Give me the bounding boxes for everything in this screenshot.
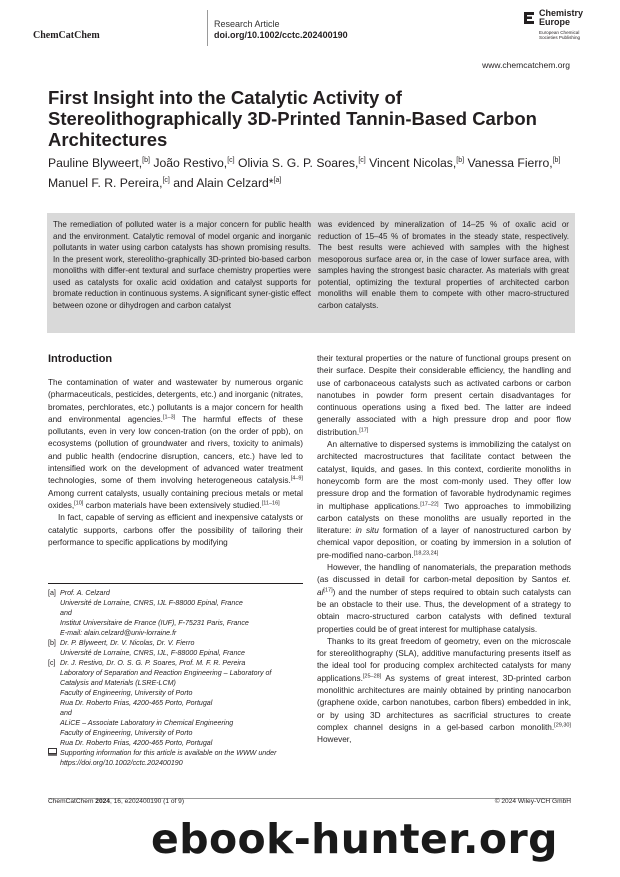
citation[interactable]: [17–22] — [420, 500, 439, 507]
supporting-info-link[interactable]: https://doi.org/10.1002/cctc.202400190 — [60, 759, 183, 767]
author: Olivia S. G. P. Soares,[c] — [237, 156, 366, 171]
author: João Restivo,[c] — [153, 156, 235, 171]
author: and Alain Celzard*[a] — [173, 176, 282, 191]
citation[interactable]: [29,30] — [554, 722, 571, 729]
paragraph: Thanks to its great freedom of geometry, even on the microscale for stereolithography (SLA), additive manufacturing presents itself as the ideal tool for producing complex architected catalysts for many applications.[25–28] As systems of great interest, 3D-printed carbon monolithic architectures are mainly obtained by printing nanocarbon (graphene oxide, carbon nanotubes, carbon fibers) embedded in ink, or by using 3D architectures as sacrificial structures to create complex channel designs in a gel-based carbon monolith.[29,30] However, — [317, 636, 571, 745]
paragraph: The contamination of water and wastewater by numerous organic (pharmaceuticals, pesticides, detergents, etc.) and inorganic (nitrates, bromates, perchlorates, etc.) pollutants is a major concern for health and environmental agencies.[1–3] The harmful effects of these pollutants, even in very low concen-tration (on the order of ppb), on ecosystems (pollution of groundwater and rivers, toxicity to animals) and public health (endocrine disruption, cancers, etc.) have led to intensified work on the development of advanced water treatment technologies, some of them involving heterogeneous catalysis.[4–9] Among current catalysts, usually containing precious metals or metal oxides,[10] carbon materials have been extensively studied.[11–16] — [48, 378, 303, 510]
computer-icon — [48, 748, 60, 768]
author: Vanessa Fierro,[b] — [467, 156, 561, 171]
citation[interactable]: [4–9] — [290, 475, 303, 482]
author: Manuel F. R. Pereira,[c] — [48, 176, 170, 191]
affiliation-b: [b] Dr. P. Blyweert, Dr. V. Nicolas, Dr. V. Fierro Université de Lorraine, CNRS, IJL, F-88000 Epinal, France — [48, 639, 245, 657]
chemistry-europe-logo-icon — [524, 12, 534, 24]
logo-line-4: Societies Publishing — [539, 35, 581, 40]
watermark: ebook-hunter.org — [151, 815, 558, 863]
doi-link[interactable]: doi.org/10.1002/cctc.202400190 — [214, 30, 348, 40]
paragraph: their textural properties or the nature of functional groups present on their surface. Despite their considerable efficiency, the handling and use of carbonaceous catalysts such as activated carbons or carbon nanotubes in powder form present certain disadvantages for continuous operations using a fixed bed. The latter are indeed generally associated with a high pressure drop and poor flow distribution.[17] — [317, 354, 571, 437]
corresponding-email-link[interactable]: E-mail: alain.celzard@univ-lorraine.fr — [60, 629, 177, 637]
journal-name: ChemCatChem — [33, 30, 100, 41]
abstract-right-column: was evidenced by mineralization of 14–25 % of oxalic acid or reduction of 15–45 % of bromates in the steady state, respectively. The best results were achieved with samples with the highest mesoporous surface area or, in the case of lower surface area, with samples having the strongest basic character. As materials with great potential, optimizing the textural properties of architected carbon monoliths will enable them to compete with other macro-structured carbon catalysts. — [318, 220, 569, 310]
abstract-box — [47, 213, 575, 333]
footer-copyright: © 2024 Wiley-VCH GmbH — [494, 798, 571, 805]
body-right-column — [317, 353, 571, 747]
paragraph: In fact, capable of serving as efficient and inexpensive catalysts or catalytic supports, carbons offer the possibility of tailoring their performance to specific applications by modifying — [48, 513, 303, 547]
supporting-information: Supporting information for this article is available on the WWW under https://doi.org/10.1002/cctc.202400190 — [48, 748, 308, 768]
author: Pauline Blyweert,[b] — [48, 156, 150, 171]
citation[interactable]: [25–28] — [362, 672, 382, 679]
body-left-column — [48, 377, 303, 549]
journal-website-link[interactable]: www.chemcatchem.org — [482, 60, 570, 70]
author: Vincent Nicolas,[b] — [369, 156, 465, 171]
affiliation-divider — [48, 583, 303, 584]
footer-citation: ChemCatChem 2024, 16, e202400190 (1 of 9) — [48, 798, 185, 805]
citation[interactable]: [17] — [359, 427, 369, 434]
logo-line-1: Chemistry — [539, 8, 584, 18]
article-type: Research Article — [214, 19, 280, 29]
logo-line-3: European Chemical — [539, 30, 580, 35]
paragraph: However, the handling of nanomaterials, the preparation methods (as discussed in detail for carbon-metal deposition by Santos et. al[17]) and the number of steps required to obtain such catalysts can be an obstacle to their use. Thus, the development of a strategy to obtain macro-structured carbon catalysts with defined textural properties could be of great interest for multiphase catalysis. — [317, 563, 571, 634]
abstract-left-column: The remediation of polluted water is a major concern for public health and the environment. Catalytic removal of model organic and inorganic pollutants in water using carbon catalysts has shown promising results. In the present work, stereolitho-graphically 3D-printed bio-based carbon monoliths with differ-ent textural and surface chemistry properties were used as catalysts for oxalic acid oxidation and catalyst supports for bromate reduction in continuous systems. A significant syner-gistic effect between ozone or dihydrogen and carbon catalyst — [53, 220, 311, 310]
paragraph: An alternative to dispersed systems is immobilizing the catalyst on architected macrostructures that facilitate contact between the catalyst, liquids, and gases. In this context, cordierite monoliths in honeycomb form are the most com-monly used. They offer low pressure drop and the formation of favorable hydrodynamic regimes in multiphase applications.[17–22] Two approaches to immobilizing carbon catalysts on these monoliths are usually reported in the literature: in situ formation of a layer of nanostructured carbon by chemical vapor deposition, or coating by immersion in a solution of pre-modified nano-carbon.[18,23,24] — [317, 440, 571, 560]
citation[interactable]: [11–16] — [261, 500, 280, 507]
citation[interactable]: [1–3] — [162, 414, 176, 421]
citation[interactable]: [17] — [323, 586, 333, 593]
logo-line-2: Europe — [539, 17, 571, 27]
citation[interactable]: [10] — [74, 500, 84, 507]
citation[interactable]: [18,23,24] — [413, 550, 439, 556]
header-divider — [207, 10, 208, 46]
affiliations — [48, 588, 308, 768]
section-heading-introduction: Introduction — [48, 353, 113, 365]
affiliation-a: [a] Prof. A. Celzard Université de Lorraine, CNRS, IJL F-88000 Epinal, France and Institut Universitaire de France (IUF), F-75231 Paris, France E-mail: alain.celzard@univ-lorraine.fr — [48, 589, 249, 637]
author-list — [48, 152, 578, 192]
affiliation-c: [c] Dr. J. Restivo, Dr. O. S. G. P. Soares, Prof. M. F. R. Pereira Laboratory of Separation and Reaction Engineering – Laboratory of Catalysis and Materials (LSRE-LCM) Faculty of Engineering, University of Porto Rua Dr. Roberto Frias, 4200-465 Porto, Portugal and ALiCE – Associate Laboratory in Chemical Engineering Faculty of Engineering, University of Porto Rua Dr. Roberto Frias, 4200-465 Porto, Portugal — [48, 659, 272, 747]
article-title: First Insight into the Catalytic Activity of Stereolithographically 3D-Printed Tannin-Based Carbon Architectures — [48, 87, 537, 150]
